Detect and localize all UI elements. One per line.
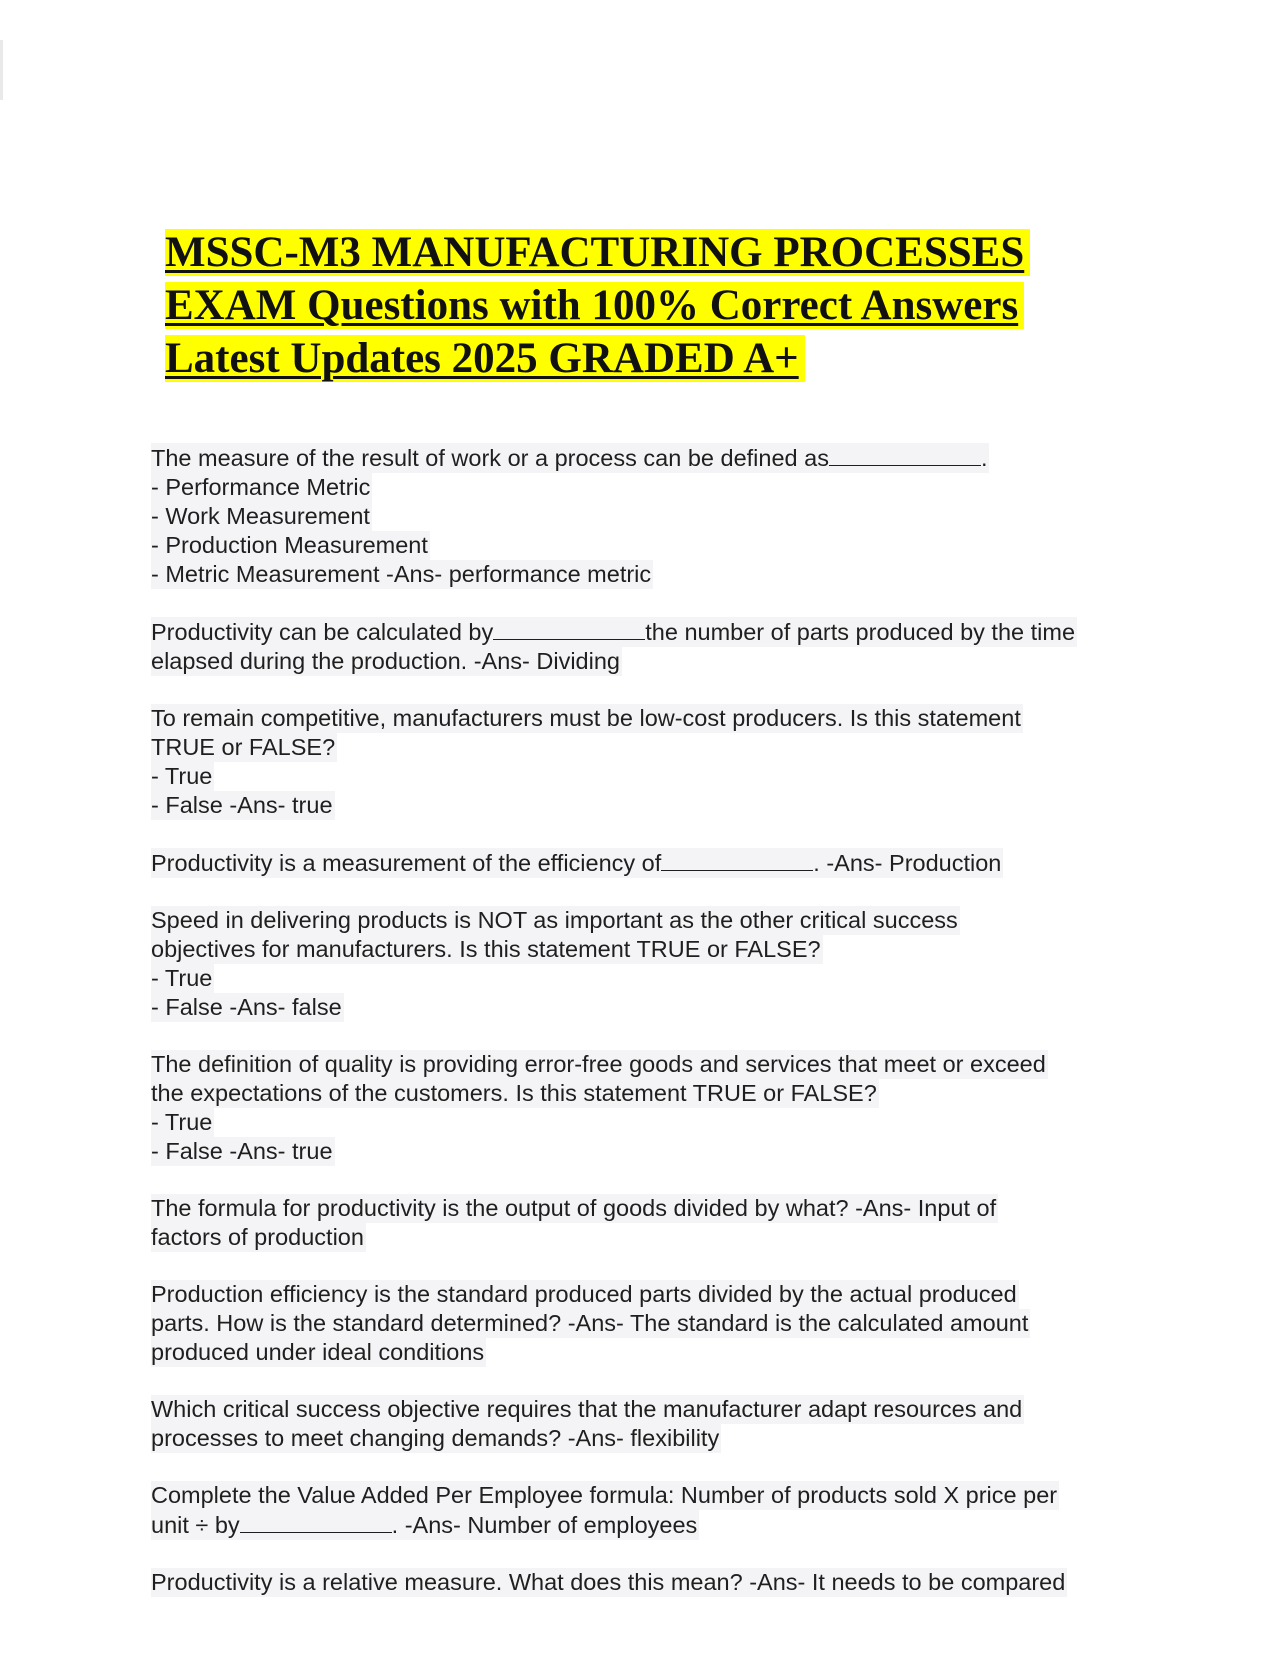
answer-blank bbox=[829, 443, 981, 466]
question-text-cont: produced under ideal conditions bbox=[151, 1339, 485, 1365]
question-text-cont: elapsed during the production. -Ans- Dividing bbox=[151, 648, 620, 674]
question-text: Productivity is a relative measure. What does this mean? -Ans- It needs to be compared bbox=[151, 1569, 1066, 1595]
answer-option: - Work Measurement bbox=[151, 503, 370, 529]
answer-option: - False -Ans- true bbox=[151, 792, 333, 818]
question-text-cont: processes to meet changing demands? -Ans- flexibility bbox=[151, 1425, 720, 1451]
question-text: Speed in delivering products is NOT as important as the other critical success bbox=[151, 907, 958, 933]
question-text-cont: unit ÷ by . -Ans- Number of employees bbox=[151, 1512, 698, 1538]
title-line-3: Latest Updates 2025 GRADED A+ bbox=[165, 335, 805, 382]
answer-blank bbox=[240, 1510, 392, 1533]
title-line-2: EXAM Questions with 100% Correct Answers bbox=[165, 282, 1024, 329]
question-item bbox=[151, 848, 1141, 878]
answer-option: - True bbox=[151, 1109, 213, 1135]
question-item bbox=[151, 1194, 1141, 1252]
question-text-cont: parts. How is the standard determined? -Ans- The standard is the calculated amount bbox=[151, 1310, 1029, 1336]
document-title bbox=[165, 226, 1125, 385]
answer-option: - Production Measurement bbox=[151, 532, 428, 558]
answer-option: - Performance Metric bbox=[151, 474, 371, 500]
answer-option: - False -Ans- false bbox=[151, 994, 342, 1020]
question-list bbox=[151, 443, 1141, 1625]
page-edge-mark bbox=[0, 40, 3, 100]
question-text-cont: objectives for manufacturers. Is this statement TRUE or FALSE? bbox=[151, 936, 821, 962]
answer-blank bbox=[493, 617, 645, 640]
question-text: The definition of quality is providing error-free goods and services that meet or exceed bbox=[151, 1051, 1046, 1077]
question-text: Productivity is a measurement of the efficiency of . -Ans- Production bbox=[151, 850, 1002, 876]
question-item bbox=[151, 443, 1141, 589]
question-item bbox=[151, 1568, 1141, 1597]
answer-option: - Metric Measurement -Ans- performance metric bbox=[151, 561, 652, 587]
question-text: Production efficiency is the standard produced parts divided by the actual produced bbox=[151, 1281, 1017, 1307]
answer-option: - True bbox=[151, 763, 213, 789]
question-text: The measure of the result of work or a process can be defined as . bbox=[151, 445, 988, 471]
answer-blank bbox=[661, 848, 813, 871]
question-item bbox=[151, 1395, 1141, 1453]
question-item bbox=[151, 617, 1141, 676]
question-text: Which critical success objective requires that the manufacturer adapt resources and bbox=[151, 1396, 1023, 1422]
answer-option: - True bbox=[151, 965, 213, 991]
answer-option: - False -Ans- true bbox=[151, 1138, 333, 1164]
question-item bbox=[151, 1050, 1141, 1166]
question-text-cont: the expectations of the customers. Is this statement TRUE or FALSE? bbox=[151, 1080, 877, 1106]
question-item bbox=[151, 704, 1141, 820]
question-item bbox=[151, 1280, 1141, 1367]
question-text-cont: factors of production bbox=[151, 1224, 364, 1250]
question-text: Complete the Value Added Per Employee formula: Number of products sold X price per bbox=[151, 1482, 1058, 1508]
title-line-1: MSSC-M3 MANUFACTURING PROCESSES bbox=[165, 229, 1030, 276]
question-item bbox=[151, 1481, 1141, 1540]
question-text: To remain competitive, manufacturers must be low-cost producers. Is this statement bbox=[151, 705, 1021, 731]
question-text: The formula for productivity is the output of goods divided by what? -Ans- Input of bbox=[151, 1195, 997, 1221]
question-item bbox=[151, 906, 1141, 1022]
question-text-cont: TRUE or FALSE? bbox=[151, 734, 336, 760]
question-text: Productivity can be calculated by the number of parts produced by the time bbox=[151, 619, 1076, 645]
